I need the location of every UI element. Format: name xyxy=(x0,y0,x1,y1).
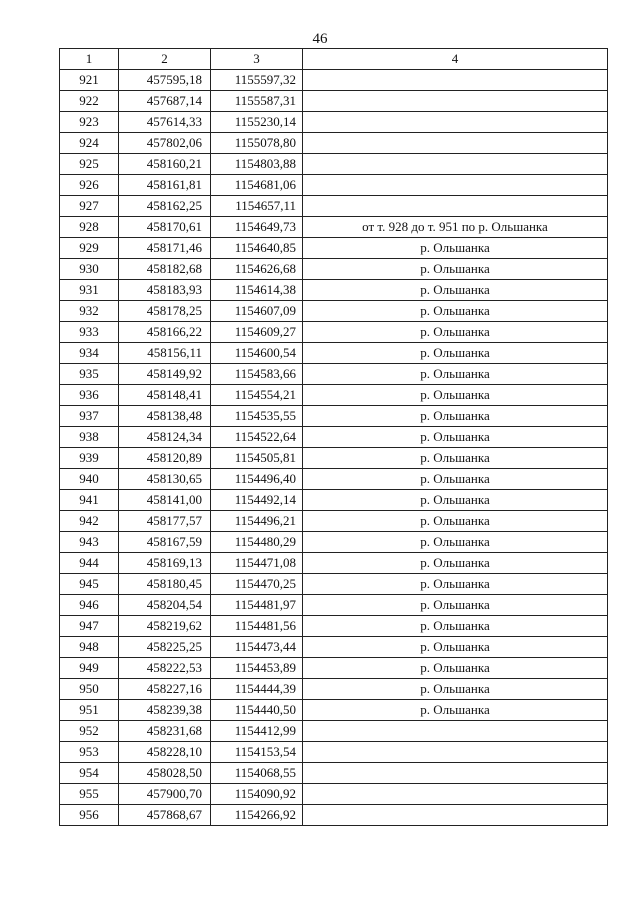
y-coordinate-cell: 1154068,55 xyxy=(211,763,303,784)
point-number-cell: 930 xyxy=(60,259,119,280)
x-coordinate-cell: 458028,50 xyxy=(119,763,211,784)
table-row xyxy=(60,679,608,700)
point-number-cell: 946 xyxy=(60,595,119,616)
y-coordinate-cell: 1154470,25 xyxy=(211,574,303,595)
point-number-cell: 951 xyxy=(60,700,119,721)
y-coordinate-cell: 1154535,55 xyxy=(211,406,303,427)
description-cell: р. Ольшанка xyxy=(303,511,608,532)
x-coordinate-cell: 458231,68 xyxy=(119,721,211,742)
description-cell xyxy=(303,721,608,742)
x-coordinate-cell: 458148,41 xyxy=(119,385,211,406)
description-cell xyxy=(303,175,608,196)
x-coordinate-cell: 458183,93 xyxy=(119,280,211,301)
point-number-cell: 937 xyxy=(60,406,119,427)
x-coordinate-cell: 458138,48 xyxy=(119,406,211,427)
y-coordinate-cell: 1154614,38 xyxy=(211,280,303,301)
table-row xyxy=(60,574,608,595)
point-number-cell: 956 xyxy=(60,805,119,826)
x-coordinate-cell: 457802,06 xyxy=(119,133,211,154)
point-number-cell: 927 xyxy=(60,196,119,217)
table-row xyxy=(60,511,608,532)
description-cell: р. Ольшанка xyxy=(303,658,608,679)
point-number-cell: 922 xyxy=(60,91,119,112)
table-row xyxy=(60,637,608,658)
table-header-row xyxy=(60,49,608,70)
table-row xyxy=(60,259,608,280)
y-coordinate-cell: 1154444,39 xyxy=(211,679,303,700)
table-row xyxy=(60,301,608,322)
description-cell: от т. 928 до т. 951 по р. Ольшанка xyxy=(303,217,608,238)
y-coordinate-cell: 1154607,09 xyxy=(211,301,303,322)
point-number-cell: 949 xyxy=(60,658,119,679)
point-number-cell: 950 xyxy=(60,679,119,700)
description-cell xyxy=(303,154,608,175)
x-coordinate-cell: 458169,13 xyxy=(119,553,211,574)
y-coordinate-cell: 1154090,92 xyxy=(211,784,303,805)
point-number-cell: 938 xyxy=(60,427,119,448)
description-cell: р. Ольшанка xyxy=(303,280,608,301)
y-coordinate-cell: 1154626,68 xyxy=(211,259,303,280)
point-number-cell: 942 xyxy=(60,511,119,532)
table-row xyxy=(60,343,608,364)
point-number-cell: 933 xyxy=(60,322,119,343)
page-number: 46 xyxy=(312,31,328,47)
y-coordinate-cell: 1154600,54 xyxy=(211,343,303,364)
point-number-cell: 934 xyxy=(60,343,119,364)
y-coordinate-cell: 1154609,27 xyxy=(211,322,303,343)
point-number-cell: 943 xyxy=(60,532,119,553)
point-number-cell: 924 xyxy=(60,133,119,154)
description-cell: р. Ольшанка xyxy=(303,448,608,469)
x-coordinate-cell: 458204,54 xyxy=(119,595,211,616)
x-coordinate-cell: 458180,45 xyxy=(119,574,211,595)
y-coordinate-cell: 1154640,85 xyxy=(211,238,303,259)
point-number-cell: 952 xyxy=(60,721,119,742)
x-coordinate-cell: 458161,81 xyxy=(119,175,211,196)
description-cell: р. Ольшанка xyxy=(303,469,608,490)
coordinates-table xyxy=(59,48,608,826)
table-row xyxy=(60,385,608,406)
description-cell xyxy=(303,70,608,91)
description-cell: р. Ольшанка xyxy=(303,259,608,280)
table-row xyxy=(60,553,608,574)
x-coordinate-cell: 458166,22 xyxy=(119,322,211,343)
table-row xyxy=(60,532,608,553)
description-cell: р. Ольшанка xyxy=(303,427,608,448)
description-cell: р. Ольшанка xyxy=(303,343,608,364)
x-coordinate-cell: 458170,61 xyxy=(119,217,211,238)
table-row xyxy=(60,133,608,154)
y-coordinate-cell: 1154522,64 xyxy=(211,427,303,448)
point-number-cell: 940 xyxy=(60,469,119,490)
description-cell: р. Ольшанка xyxy=(303,616,608,637)
y-coordinate-cell: 1155587,31 xyxy=(211,91,303,112)
y-coordinate-cell: 1154481,97 xyxy=(211,595,303,616)
x-coordinate-cell: 458149,92 xyxy=(119,364,211,385)
point-number-cell: 955 xyxy=(60,784,119,805)
y-coordinate-cell: 1154440,50 xyxy=(211,700,303,721)
description-cell: р. Ольшанка xyxy=(303,679,608,700)
table-row xyxy=(60,322,608,343)
table-row xyxy=(60,280,608,301)
x-coordinate-cell: 457687,14 xyxy=(119,91,211,112)
table-row xyxy=(60,658,608,679)
description-cell xyxy=(303,133,608,154)
y-coordinate-cell: 1154153,54 xyxy=(211,742,303,763)
y-coordinate-cell: 1154583,66 xyxy=(211,364,303,385)
point-number-cell: 932 xyxy=(60,301,119,322)
y-coordinate-cell: 1155230,14 xyxy=(211,112,303,133)
x-coordinate-cell: 458182,68 xyxy=(119,259,211,280)
table-row xyxy=(60,805,608,826)
point-number-cell: 939 xyxy=(60,448,119,469)
table-row xyxy=(60,175,608,196)
point-number-cell: 945 xyxy=(60,574,119,595)
x-coordinate-cell: 457868,67 xyxy=(119,805,211,826)
column-header-y-coordinate: 3 xyxy=(211,49,303,70)
y-coordinate-cell: 1154505,81 xyxy=(211,448,303,469)
description-cell xyxy=(303,196,608,217)
description-cell: р. Ольшанка xyxy=(303,700,608,721)
column-header-point-number: 1 xyxy=(60,49,119,70)
table-row xyxy=(60,742,608,763)
description-cell: р. Ольшанка xyxy=(303,406,608,427)
x-coordinate-cell: 458160,21 xyxy=(119,154,211,175)
table-row xyxy=(60,427,608,448)
point-number-cell: 935 xyxy=(60,364,119,385)
x-coordinate-cell: 458171,46 xyxy=(119,238,211,259)
description-cell: р. Ольшанка xyxy=(303,490,608,511)
x-coordinate-cell: 458124,34 xyxy=(119,427,211,448)
y-coordinate-cell: 1154481,56 xyxy=(211,616,303,637)
y-coordinate-cell: 1154480,29 xyxy=(211,532,303,553)
point-number-cell: 925 xyxy=(60,154,119,175)
description-cell xyxy=(303,112,608,133)
description-cell: р. Ольшанка xyxy=(303,532,608,553)
x-coordinate-cell: 458228,10 xyxy=(119,742,211,763)
table-row xyxy=(60,784,608,805)
table-row xyxy=(60,112,608,133)
x-coordinate-cell: 458167,59 xyxy=(119,532,211,553)
table-row xyxy=(60,70,608,91)
point-number-cell: 923 xyxy=(60,112,119,133)
description-cell: р. Ольшанка xyxy=(303,238,608,259)
table-row xyxy=(60,595,608,616)
table-row xyxy=(60,217,608,238)
table-body xyxy=(60,70,608,826)
x-coordinate-cell: 458120,89 xyxy=(119,448,211,469)
y-coordinate-cell: 1154492,14 xyxy=(211,490,303,511)
table-row xyxy=(60,700,608,721)
table-row xyxy=(60,763,608,784)
table-row xyxy=(60,469,608,490)
y-coordinate-cell: 1154473,44 xyxy=(211,637,303,658)
point-number-cell: 948 xyxy=(60,637,119,658)
x-coordinate-cell: 458219,62 xyxy=(119,616,211,637)
y-coordinate-cell: 1154266,92 xyxy=(211,805,303,826)
point-number-cell: 941 xyxy=(60,490,119,511)
x-coordinate-cell: 458239,38 xyxy=(119,700,211,721)
y-coordinate-cell: 1154496,21 xyxy=(211,511,303,532)
description-cell xyxy=(303,784,608,805)
y-coordinate-cell: 1154649,73 xyxy=(211,217,303,238)
table-row xyxy=(60,364,608,385)
point-number-cell: 947 xyxy=(60,616,119,637)
x-coordinate-cell: 457614,33 xyxy=(119,112,211,133)
x-coordinate-cell: 458177,57 xyxy=(119,511,211,532)
table-row xyxy=(60,721,608,742)
table-row xyxy=(60,490,608,511)
x-coordinate-cell: 458227,16 xyxy=(119,679,211,700)
description-cell xyxy=(303,763,608,784)
description-cell: р. Ольшанка xyxy=(303,574,608,595)
x-coordinate-cell: 458156,11 xyxy=(119,343,211,364)
point-number-cell: 936 xyxy=(60,385,119,406)
point-number-cell: 928 xyxy=(60,217,119,238)
description-cell: р. Ольшанка xyxy=(303,364,608,385)
y-coordinate-cell: 1154803,88 xyxy=(211,154,303,175)
x-coordinate-cell: 458178,25 xyxy=(119,301,211,322)
y-coordinate-cell: 1154681,06 xyxy=(211,175,303,196)
x-coordinate-cell: 458222,53 xyxy=(119,658,211,679)
y-coordinate-cell: 1154412,99 xyxy=(211,721,303,742)
description-cell xyxy=(303,742,608,763)
y-coordinate-cell: 1154657,11 xyxy=(211,196,303,217)
point-number-cell: 929 xyxy=(60,238,119,259)
y-coordinate-cell: 1155078,80 xyxy=(211,133,303,154)
x-coordinate-cell: 458162,25 xyxy=(119,196,211,217)
column-header-x-coordinate: 2 xyxy=(119,49,211,70)
description-cell: р. Ольшанка xyxy=(303,385,608,406)
table-row xyxy=(60,238,608,259)
point-number-cell: 954 xyxy=(60,763,119,784)
point-number-cell: 926 xyxy=(60,175,119,196)
x-coordinate-cell: 457595,18 xyxy=(119,70,211,91)
point-number-cell: 921 xyxy=(60,70,119,91)
column-header-description: 4 xyxy=(303,49,608,70)
table-row xyxy=(60,91,608,112)
y-coordinate-cell: 1155597,32 xyxy=(211,70,303,91)
y-coordinate-cell: 1154496,40 xyxy=(211,469,303,490)
x-coordinate-cell: 458130,65 xyxy=(119,469,211,490)
description-cell: р. Ольшанка xyxy=(303,637,608,658)
table-row xyxy=(60,154,608,175)
y-coordinate-cell: 1154554,21 xyxy=(211,385,303,406)
point-number-cell: 944 xyxy=(60,553,119,574)
table-row xyxy=(60,616,608,637)
description-cell: р. Ольшанка xyxy=(303,595,608,616)
description-cell: р. Ольшанка xyxy=(303,322,608,343)
description-cell: р. Ольшанка xyxy=(303,301,608,322)
table-row xyxy=(60,406,608,427)
table-row xyxy=(60,448,608,469)
description-cell: р. Ольшанка xyxy=(303,553,608,574)
x-coordinate-cell: 458141,00 xyxy=(119,490,211,511)
x-coordinate-cell: 457900,70 xyxy=(119,784,211,805)
description-cell xyxy=(303,805,608,826)
y-coordinate-cell: 1154453,89 xyxy=(211,658,303,679)
table-row xyxy=(60,196,608,217)
description-cell xyxy=(303,91,608,112)
point-number-cell: 953 xyxy=(60,742,119,763)
point-number-cell: 931 xyxy=(60,280,119,301)
x-coordinate-cell: 458225,25 xyxy=(119,637,211,658)
y-coordinate-cell: 1154471,08 xyxy=(211,553,303,574)
